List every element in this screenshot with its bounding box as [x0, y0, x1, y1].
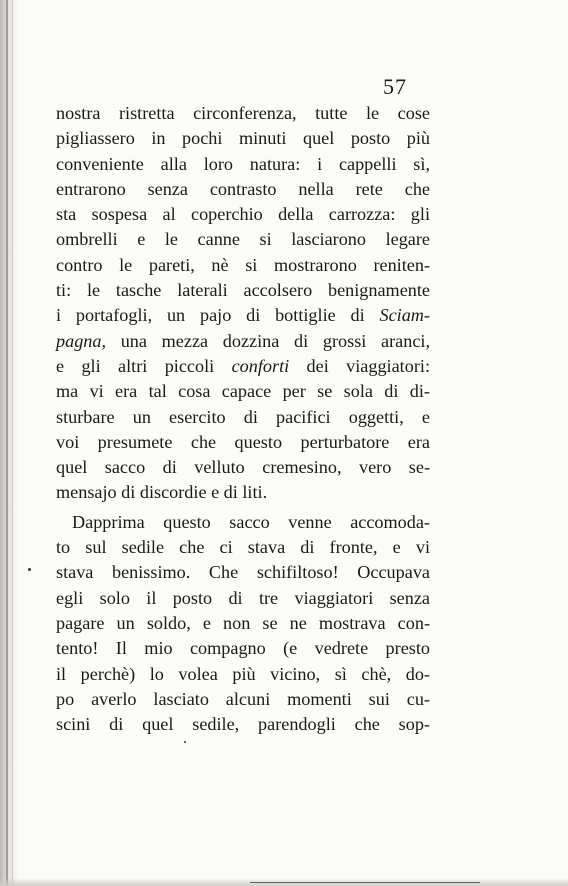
text-line: po averlo lasciato alcuni momenti sui cu- [56, 688, 430, 709]
text-line: contro le pareti, nè si mostrarono reniten- [56, 254, 430, 275]
text-line: pagare un soldo, e non se ne mostrava con- [56, 612, 430, 633]
scan-speck [184, 741, 186, 743]
page-binding-shadow [0, 0, 18, 886]
text-line: quel sacco di velluto cremesino, vero se- [56, 457, 430, 478]
text-line: il perchè) lo volea più vicino, sì chè, do- [56, 663, 430, 684]
text-line: ombrelli e le canne si lasciarono legare [56, 229, 430, 250]
text-line: stava benissimo. Che schifiltoso! Occupava [56, 562, 430, 583]
paragraph-1 [56, 101, 430, 506]
italic-word: pagna [56, 330, 102, 351]
italic-word: Sciam- [379, 305, 430, 326]
text-line: pigliassero in pochi minuti quel posto più [56, 128, 430, 149]
text-line: ma vi era tal cosa capace per se sola di di- [56, 381, 430, 402]
italic-word: conforti [231, 355, 290, 376]
binding-edge-line-secondary [12, 0, 13, 886]
text-line: ti: le tasche laterali accolsero benignamente [56, 280, 430, 301]
text-line: i portafogli, un pajo di bottiglie di Sciam- [56, 305, 430, 326]
text-line: mensajo di discordie e di liti. [56, 482, 268, 503]
text-line: sturbare un esercito di pacifici oggetti, e [56, 406, 430, 427]
body-text [56, 101, 430, 737]
text-line: Dapprima questo sacco venne accomoda- [72, 511, 430, 532]
text-line: entrarono senza contrasto nella rete che [56, 178, 430, 199]
page-bottom-rule [250, 882, 480, 883]
scan-speck [28, 568, 31, 571]
text-line: e gli altri piccoli conforti dei viaggiatori: [56, 355, 430, 376]
text-line: egli solo il posto di tre viaggiatori senza [56, 587, 430, 608]
paragraph-2 [56, 510, 430, 738]
binding-edge-line [6, 0, 8, 886]
text-line: sta sospesa al coperchio della carrozza: gli [56, 204, 430, 225]
page-number: 57 [383, 74, 407, 99]
text-line: scini di quel sedile, parendogli che sop- [56, 714, 430, 735]
text-line: to sul sedile che ci stava di fronte, e vi [56, 537, 430, 558]
text-line: pagna, una mezza dozzina di grossi aranci, [56, 330, 430, 351]
text-line: voi presumete che questo perturbatore era [56, 431, 430, 452]
text-line: nostra ristretta circonferenza, tutte le cose [56, 103, 430, 123]
text-line: tento! Il mio compagno (e vedrete presto [56, 638, 430, 659]
text-line: conveniente alla loro natura: i cappelli sì, [56, 153, 430, 174]
